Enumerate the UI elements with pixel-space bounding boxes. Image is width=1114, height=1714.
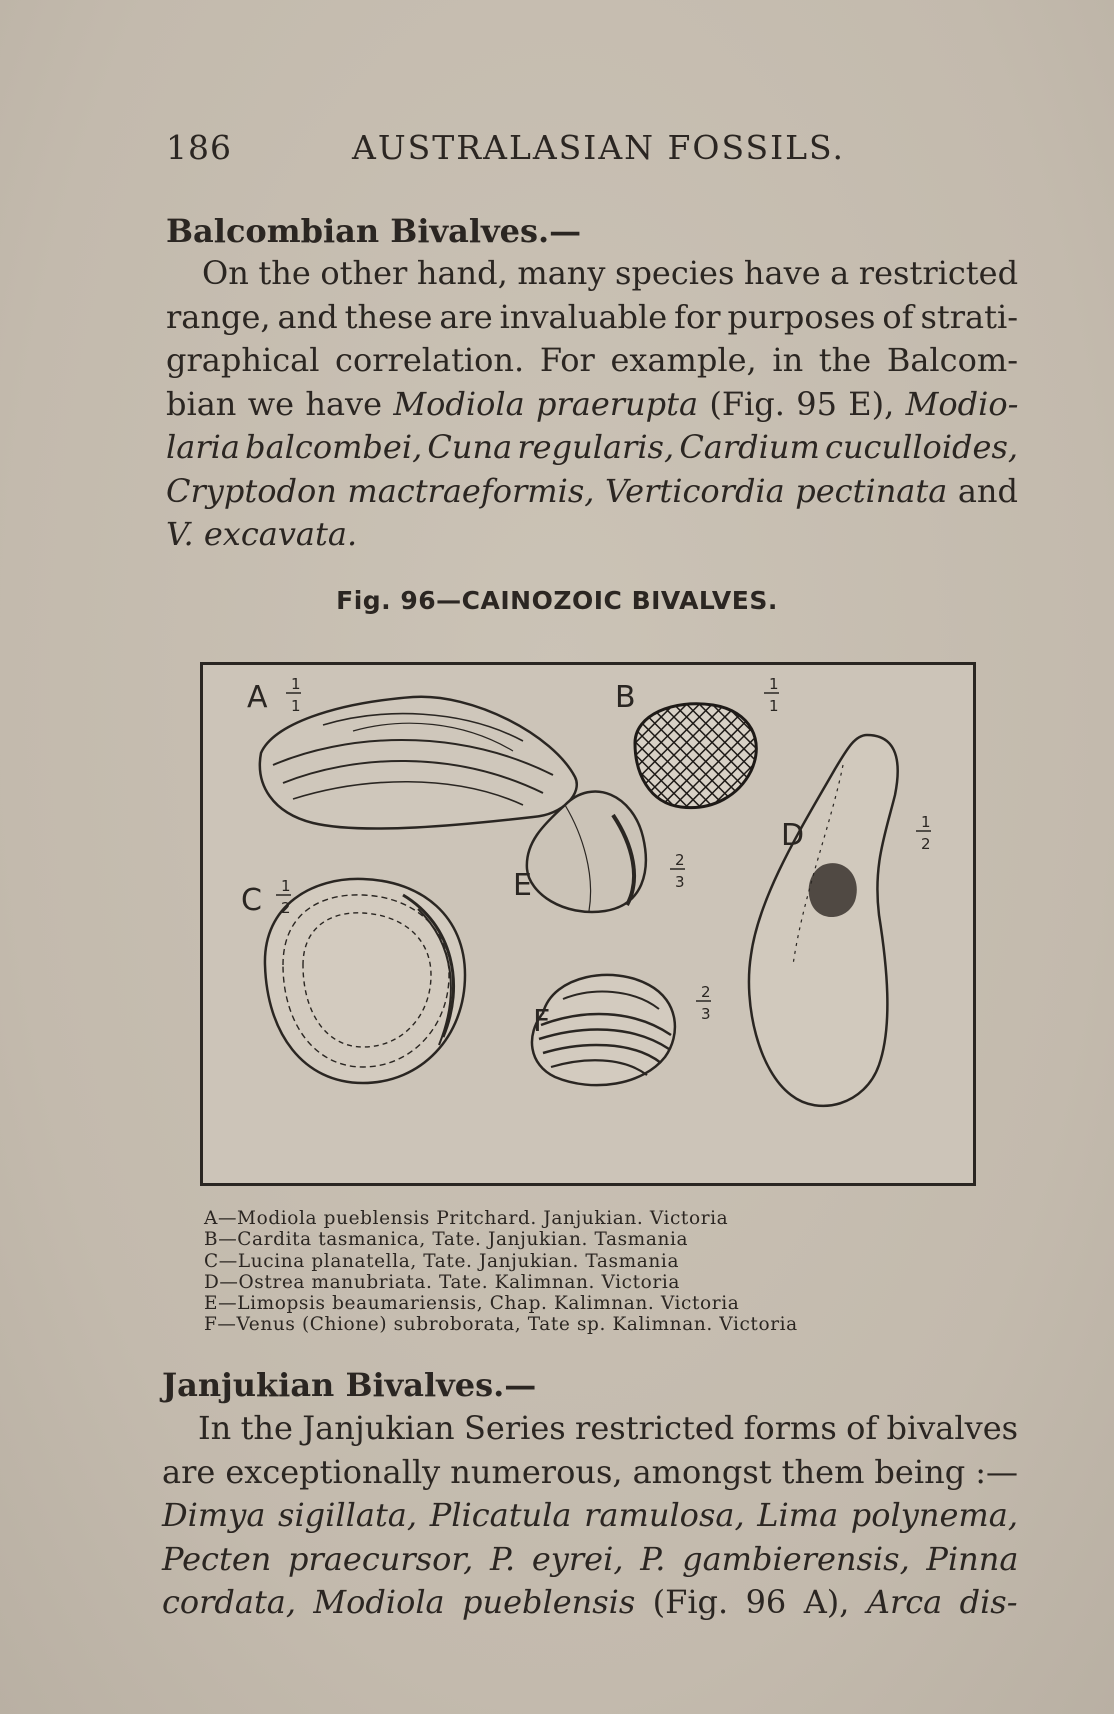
text-line — [166, 296, 1018, 340]
label-c: C — [241, 883, 262, 918]
text-run: range, and these are invaluable for purposes of strati- — [166, 297, 1018, 336]
text-run: (Fig. 95 E), — [698, 384, 906, 423]
scale-e-den: 3 — [675, 873, 685, 891]
text-line — [166, 470, 1018, 514]
shell-a — [260, 697, 577, 829]
caption-d: D—Ostrea manubriata. Tate. Kalimnan. Victoria — [204, 1271, 680, 1293]
species-name: laria balcombei, Cuna regularis, Cardium cuculloides, — [166, 428, 1019, 466]
text-run: and — [947, 471, 1018, 510]
species-name: Pecten praecursor, P. eyrei, P. gambierensis, Pinna — [162, 1539, 1019, 1578]
text-line — [166, 426, 1018, 470]
scale-d-den: 2 — [921, 835, 931, 853]
species-name: Dimya sigillata, Plicatula ramulosa, Lima polynema, — [162, 1496, 1018, 1534]
page-header — [166, 128, 1016, 172]
caption-c: C—Lucina planatella, Tate. Janjukian. Tasmania — [204, 1250, 680, 1272]
section-heading-balcombian: Balcombian Bivalves.— — [166, 212, 582, 250]
scale-a-num: 1 — [291, 675, 301, 693]
text-run: graphical correlation. For example, in the Balcom- — [166, 341, 1018, 379]
caption-a: A—Modiola pueblensis Pritchard. Janjukian. Victoria — [204, 1208, 729, 1229]
scale-b-den: 1 — [769, 697, 779, 715]
species-name: V. excavata. — [166, 515, 358, 553]
paragraph-janjukian — [162, 1407, 1018, 1625]
text-line — [162, 1538, 1018, 1582]
text-line — [166, 513, 1018, 557]
scale-b-num: 1 — [769, 675, 779, 693]
scale-c-den: 2 — [281, 899, 291, 917]
figure-plate — [200, 662, 976, 1186]
text-run: are exceptionally numerous, amongst them being :— — [162, 1452, 1018, 1491]
scale-f-den: 3 — [701, 1005, 711, 1023]
scale-e-num: 2 — [675, 851, 685, 869]
paragraph-balcombian — [166, 252, 1018, 557]
caption-e: E—Limopsis beaumariensis, Chap. Kalimnan. Victoria — [204, 1293, 740, 1315]
species-name: cordata, Modiola pueblensis — [162, 1583, 636, 1621]
label-b: B — [615, 680, 636, 715]
page-number: 186 — [166, 128, 232, 167]
scale-a-den: 1 — [291, 697, 301, 715]
text-line — [162, 1494, 1018, 1538]
text-run: (Fig. 96 A), — [635, 1583, 867, 1621]
figure-captions — [204, 1208, 964, 1336]
species-name: Cryptodon mactraeformis, Verticordia pectinata — [166, 471, 948, 510]
text-run: On the other hand, many species have a restricted — [202, 254, 1019, 292]
text-line — [162, 1581, 1017, 1625]
scale-d-num: 1 — [921, 813, 931, 831]
scale-f-num: 2 — [701, 983, 711, 1001]
bivalves-illustration — [203, 665, 973, 1183]
scale-c-num: 1 — [281, 877, 291, 895]
text-line — [166, 339, 1018, 383]
text-line — [166, 383, 1018, 427]
text-line — [162, 1451, 1018, 1495]
shell-b — [635, 704, 756, 808]
species-name: Modio- — [905, 384, 1019, 423]
figure-title: Fig. 96—CAINOZOIC BIVALVES. — [336, 586, 778, 615]
running-title: AUSTRALASIAN FOSSILS. — [352, 128, 845, 167]
text-line — [162, 1407, 1018, 1451]
shell-f — [532, 975, 675, 1085]
caption-b: B—Cardita tasmanica, Tate. Janjukian. Tasmania — [204, 1229, 689, 1251]
label-f: F — [533, 1004, 551, 1039]
text-run: In the Janjukian Series restricted forms of bivalves — [198, 1409, 1019, 1447]
shell-c — [265, 879, 465, 1083]
text-run: bian we have — [166, 384, 394, 423]
label-a: A — [247, 680, 268, 715]
caption-f: F—Venus (Chione) subroborata, Tate sp. Kalimnan. Victoria — [204, 1314, 798, 1336]
shell-d — [749, 735, 898, 1106]
species-name: Arca dis- — [866, 1583, 1018, 1621]
text-line — [166, 252, 1018, 296]
label-d: D — [781, 818, 805, 853]
species-name: Modiola praerupta — [393, 384, 699, 423]
label-e: E — [513, 868, 532, 903]
section-heading-janjukian: Janjukian Bivalves.— — [162, 1366, 537, 1404]
